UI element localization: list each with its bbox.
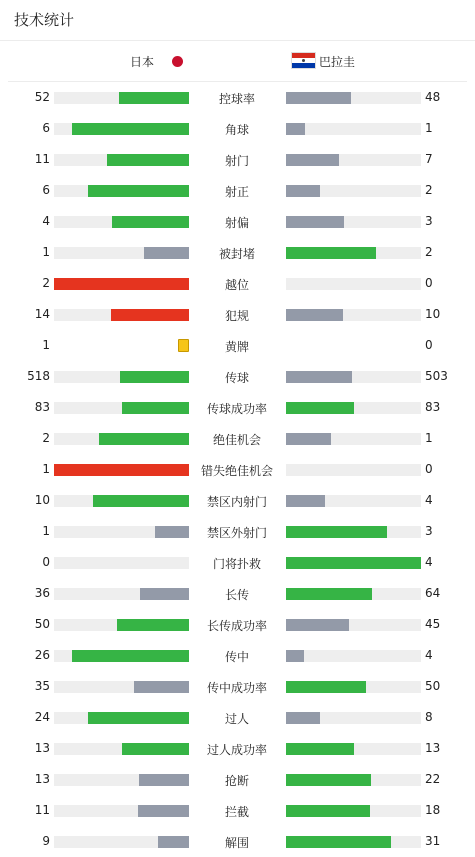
- home-bar-fill: [134, 681, 189, 693]
- home-value: 1: [42, 462, 50, 476]
- away-value: 13: [425, 741, 441, 755]
- away-bar-fill: [286, 557, 421, 569]
- stat-row: [0, 609, 475, 640]
- stat-row: [0, 485, 475, 516]
- stat-row: [0, 206, 475, 237]
- home-value: 24: [34, 710, 50, 724]
- stat-label: 射门: [224, 154, 249, 168]
- home-bar-track: [54, 650, 189, 662]
- stat-label: 犯规: [224, 309, 249, 323]
- away-bar-fill: [286, 216, 344, 228]
- home-bar-track: [54, 92, 189, 104]
- home-value: 4: [42, 214, 50, 228]
- away-bar-fill: [286, 123, 305, 135]
- away-value: 22: [425, 772, 441, 786]
- home-bar-fill: [122, 402, 190, 414]
- away-bar-fill: [286, 309, 343, 321]
- stat-label: 过人成功率: [206, 743, 267, 757]
- paraguay-flag-icon: [291, 52, 316, 69]
- away-bar-track: [286, 92, 421, 104]
- stat-label: 抢断: [224, 774, 249, 788]
- home-bar-fill: [140, 588, 189, 600]
- away-bar-fill: [286, 154, 339, 166]
- away-bar-track: [286, 309, 421, 321]
- away-bar-track: [286, 681, 421, 693]
- stat-label: 禁区外射门: [206, 526, 267, 540]
- home-value: 6: [42, 121, 50, 135]
- home-bar-track: [54, 619, 189, 631]
- home-bar-track: [54, 495, 189, 507]
- away-value: 4: [425, 648, 433, 662]
- yellow-card-icon: [178, 339, 189, 352]
- home-bar-track: [54, 836, 189, 848]
- stat-label: 长传成功率: [206, 619, 267, 633]
- stat-row: [0, 361, 475, 392]
- away-bar-track: [286, 526, 421, 538]
- away-value: 3: [425, 214, 433, 228]
- away-value: 503: [425, 369, 448, 383]
- stat-label: 门将扑救: [212, 557, 261, 571]
- japan-flag-icon: [172, 56, 183, 67]
- home-bar-track: [54, 557, 189, 569]
- home-value: 11: [34, 152, 50, 166]
- home-value: 6: [42, 183, 50, 197]
- home-bar-track: [54, 247, 189, 259]
- away-bar-fill: [286, 247, 376, 259]
- stat-label: 传球成功率: [206, 402, 267, 416]
- stat-row: [0, 423, 475, 454]
- away-bar-fill: [286, 588, 372, 600]
- home-value: 1: [42, 245, 50, 259]
- away-value: 4: [425, 493, 433, 507]
- away-bar-track: [286, 402, 421, 414]
- home-team-name: 日本: [129, 55, 154, 69]
- away-bar-fill: [286, 371, 352, 383]
- stat-label: 传中: [224, 650, 249, 664]
- home-bar-fill: [54, 464, 189, 476]
- home-bar-fill: [88, 185, 189, 197]
- home-bar-track: [54, 402, 189, 414]
- stat-label: 拦截: [224, 805, 249, 819]
- stat-row: [0, 671, 475, 702]
- away-bar-track: [286, 216, 421, 228]
- stat-row: [0, 733, 475, 764]
- away-value: 83: [425, 400, 441, 414]
- away-bar-track: [286, 278, 421, 290]
- away-bar-fill: [286, 836, 391, 848]
- stat-row: [0, 175, 475, 206]
- home-bar-track: [54, 185, 189, 197]
- stat-label: 解围: [224, 836, 249, 850]
- stat-row: [0, 299, 475, 330]
- home-bar-fill: [99, 433, 189, 445]
- stat-label: 被封堵: [218, 247, 255, 261]
- stat-label: 传中成功率: [206, 681, 267, 695]
- away-bar-track: [286, 836, 421, 848]
- home-bar-fill: [155, 526, 189, 538]
- away-value: 2: [425, 245, 433, 259]
- away-bar-fill: [286, 681, 366, 693]
- home-bar-track: [54, 774, 189, 786]
- away-value: 31: [425, 834, 441, 848]
- away-bar-track: [286, 712, 421, 724]
- stat-label: 射正: [224, 185, 249, 199]
- home-bar-track: [54, 371, 189, 383]
- home-bar-track: [54, 278, 189, 290]
- stat-label: 错失绝佳机会: [200, 464, 273, 478]
- away-bar-track: [286, 588, 421, 600]
- away-bar-fill: [286, 526, 387, 538]
- stat-row: [0, 516, 475, 547]
- home-bar-track: [54, 309, 189, 321]
- stat-row: [0, 237, 475, 268]
- away-value: 50: [425, 679, 441, 693]
- home-bar-fill: [158, 836, 189, 848]
- home-bar-fill: [117, 619, 189, 631]
- home-bar-track: [54, 123, 189, 135]
- stat-label: 射偏: [224, 216, 249, 230]
- away-bar-fill: [286, 619, 349, 631]
- home-bar-track: [54, 588, 189, 600]
- home-value: 2: [42, 431, 50, 445]
- home-value: 518: [27, 369, 50, 383]
- stat-label: 传球: [224, 371, 249, 385]
- away-team-name: 巴拉圭: [319, 55, 356, 69]
- away-value: 0: [425, 276, 433, 290]
- away-value: 45: [425, 617, 441, 631]
- home-value: 11: [34, 803, 50, 817]
- stat-row: [0, 826, 475, 857]
- home-value: 83: [34, 400, 50, 414]
- home-bar-track: [54, 216, 189, 228]
- home-value: 13: [34, 772, 50, 786]
- away-value: 1: [425, 121, 433, 135]
- stat-row: [0, 454, 475, 485]
- home-bar-fill: [144, 247, 189, 259]
- home-value: 50: [34, 617, 50, 631]
- away-value: 2: [425, 183, 433, 197]
- away-value: 0: [425, 338, 433, 352]
- away-bar-track: [286, 185, 421, 197]
- stat-row: [0, 640, 475, 671]
- home-bar-track: [54, 526, 189, 538]
- stat-row: [0, 144, 475, 175]
- away-value: 18: [425, 803, 441, 817]
- home-bar-fill: [107, 154, 189, 166]
- home-value: 36: [34, 586, 50, 600]
- stat-row: [0, 547, 475, 578]
- stat-label: 禁区内射门: [206, 495, 267, 509]
- home-value: 14: [34, 307, 50, 321]
- stats-list: [0, 82, 475, 857]
- home-bar-fill: [93, 495, 189, 507]
- home-bar-track: [54, 712, 189, 724]
- section-title: 技术统计: [0, 0, 475, 41]
- home-value: 1: [42, 338, 50, 352]
- stat-row: [0, 268, 475, 299]
- away-bar-track: [286, 247, 421, 259]
- away-bar-fill: [286, 712, 320, 724]
- away-value: 3: [425, 524, 433, 538]
- home-value: 52: [34, 90, 50, 104]
- away-bar-track: [286, 619, 421, 631]
- home-bar-fill: [122, 743, 190, 755]
- home-value: 10: [34, 493, 50, 507]
- away-bar-track: [286, 464, 421, 476]
- home-value: 9: [42, 834, 50, 848]
- stat-label: 越位: [224, 278, 249, 292]
- away-bar-track: [286, 557, 421, 569]
- stat-label: 长传: [224, 588, 249, 602]
- away-bar-fill: [286, 774, 371, 786]
- away-bar-fill: [286, 650, 304, 662]
- home-bar-track: [54, 743, 189, 755]
- away-bar-track: [286, 433, 421, 445]
- away-value: 48: [425, 90, 441, 104]
- home-bar-fill: [138, 805, 189, 817]
- home-value: 26: [34, 648, 50, 662]
- home-bar-fill: [111, 309, 189, 321]
- away-bar-fill: [286, 402, 354, 414]
- stat-label: 角球: [224, 123, 249, 137]
- home-value: 13: [34, 741, 50, 755]
- stat-row: [0, 330, 475, 361]
- home-value: 2: [42, 276, 50, 290]
- home-bar-fill: [88, 712, 189, 724]
- home-bar-fill: [139, 774, 189, 786]
- home-bar-fill: [72, 650, 189, 662]
- away-value: 4: [425, 555, 433, 569]
- home-bar-track: [54, 464, 189, 476]
- team-header: [8, 41, 467, 82]
- stat-label: 黄牌: [224, 340, 249, 354]
- away-value: 7: [425, 152, 433, 166]
- stat-row: [0, 82, 475, 113]
- away-value: 1: [425, 431, 433, 445]
- stat-label: 绝佳机会: [212, 433, 261, 447]
- away-bar-fill: [286, 185, 320, 197]
- away-value: 8: [425, 710, 433, 724]
- away-bar-track: [286, 123, 421, 135]
- home-bar-track: [54, 681, 189, 693]
- away-bar-track: [286, 650, 421, 662]
- home-bar-fill: [54, 278, 189, 290]
- away-bar-track: [286, 154, 421, 166]
- away-bar-track: [286, 805, 421, 817]
- stat-label: 控球率: [218, 92, 255, 106]
- home-bar-track: [54, 805, 189, 817]
- away-value: 64: [425, 586, 441, 600]
- stat-row: [0, 578, 475, 609]
- away-bar-fill: [286, 495, 325, 507]
- home-value: 35: [34, 679, 50, 693]
- home-bar-fill: [72, 123, 189, 135]
- away-bar-fill: [286, 743, 354, 755]
- away-bar-track: [286, 774, 421, 786]
- away-bar-fill: [286, 805, 370, 817]
- home-value: 0: [42, 555, 50, 569]
- home-bar-fill: [120, 371, 189, 383]
- away-value: 0: [425, 462, 433, 476]
- stat-label: 过人: [224, 712, 249, 726]
- home-value: 1: [42, 524, 50, 538]
- stat-row: [0, 764, 475, 795]
- away-bar-fill: [286, 433, 331, 445]
- stat-row: [0, 392, 475, 423]
- stat-row: [0, 795, 475, 826]
- home-bar-track: [54, 154, 189, 166]
- stat-row: [0, 702, 475, 733]
- stat-row: [0, 113, 475, 144]
- home-bar-fill: [112, 216, 189, 228]
- away-bar-track: [286, 371, 421, 383]
- away-bar-track: [286, 743, 421, 755]
- away-value: 10: [425, 307, 441, 321]
- home-bar-track: [54, 433, 189, 445]
- away-bar-fill: [286, 92, 351, 104]
- away-bar-track: [286, 495, 421, 507]
- home-bar-fill: [119, 92, 189, 104]
